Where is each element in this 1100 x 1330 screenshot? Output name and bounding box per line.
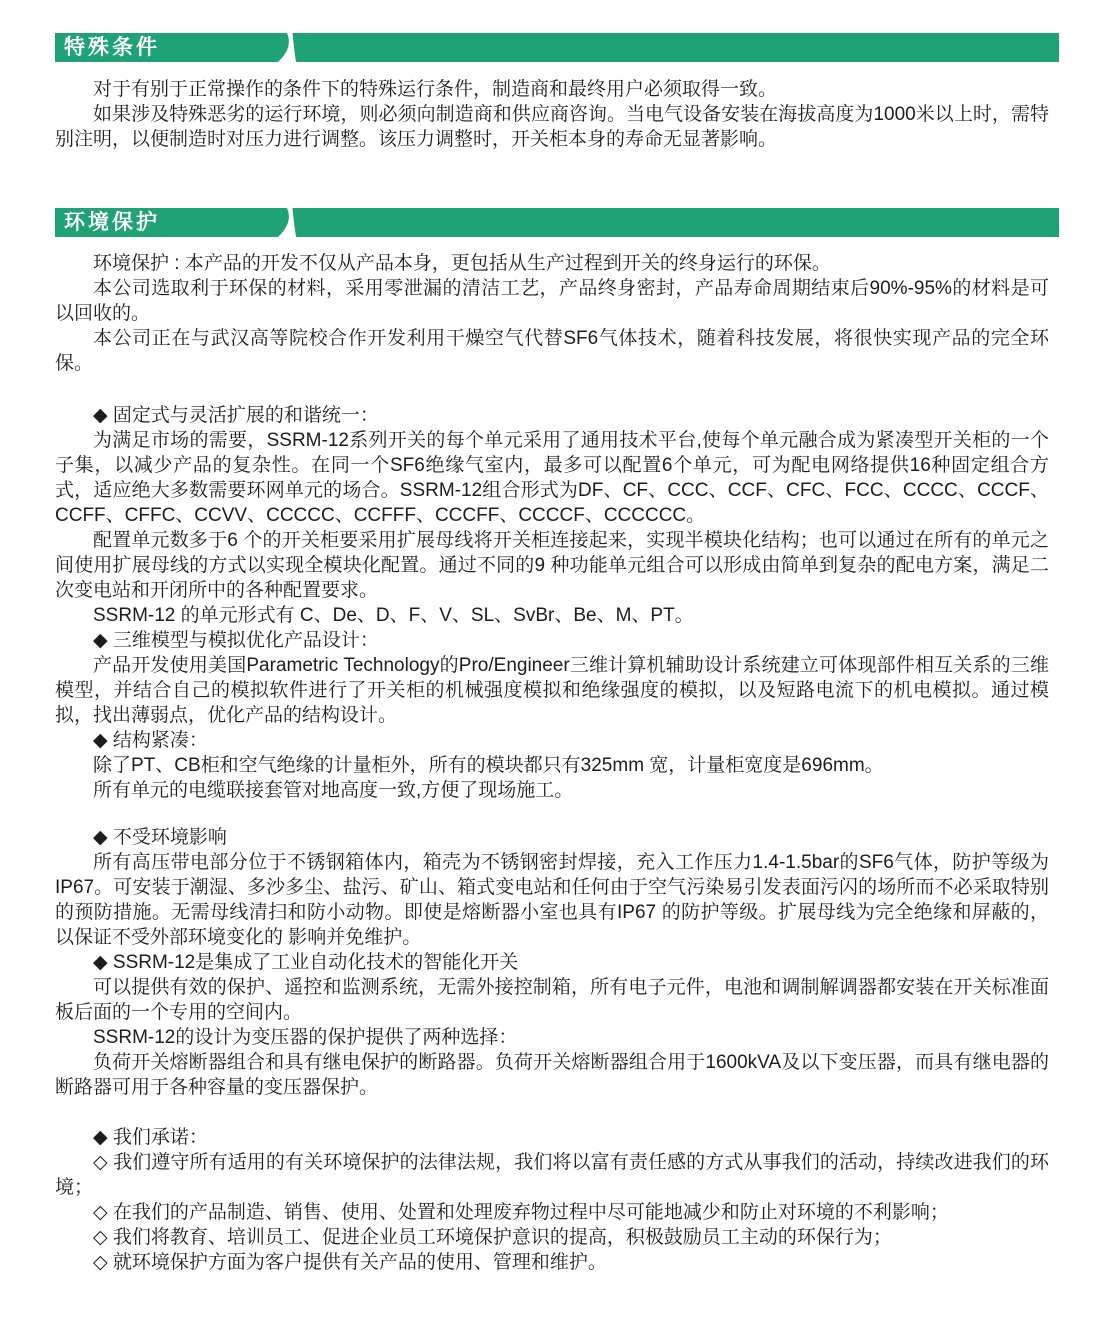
paragraph: SSRM-12的设计为变压器的保护提供了两种选择： bbox=[93, 1027, 518, 1048]
section-title-special-conditions: 特殊条件 bbox=[64, 36, 160, 59]
paragraph: 产品开发使用美国Parametric Technology的Pro/Engineer三维计算机辅助设计系统建立可体现部件相互关系的三维模型，并结合自己的模拟软件进行了开关柜的机械强度模拟和绝缘强度的模拟，以及短路电流下的机电模拟。通过模拟，找出薄弱点，优化产品的结构设计。 bbox=[55, 655, 1049, 726]
subheading-compact-structure: ◆ 结构紧凑： bbox=[93, 730, 208, 751]
paragraph: 如果涉及特殊恶劣的运行环境，则必须向制造商和供应商咨询。当电气设备安装在海拔高度为1000米以上时，需特别注明，以便制造时对压力进行调整。该压力调整时，开关柜本身的寿命无显著影响。 bbox=[55, 104, 1049, 150]
paragraph: 所有单元的电缆联接套管对地高度一致,方便了现场施工。 bbox=[93, 780, 574, 801]
subheading-intelligent-switch: ◆ SSRM-12是集成了工业自动化技术的智能化开关 bbox=[93, 952, 519, 973]
paragraph: 可以提供有效的保护、遥控和监测系统，无需外接控制箱，所有电子元件，电池和调制解调器都安装在开关标准面板后面的一个专用的空间内。 bbox=[55, 977, 1049, 1023]
paragraph: 本公司正在与武汉高等院校合作开发利用干燥空气代替SF6气体技术，随着科技发展，将很快实现产品的完全环保。 bbox=[55, 328, 1049, 374]
subheading-our-promise: ◆ 我们承诺： bbox=[93, 1127, 208, 1148]
section-title-environment-protection: 环境保护 bbox=[64, 211, 160, 234]
document-page bbox=[0, 33, 1100, 1330]
subheading-fixed-flexible: ◆ 固定式与灵活扩展的和谐统一： bbox=[93, 405, 379, 426]
paragraph: 为满足市场的需要，SSRM-12系列开关的每个单元采用了通用技术平台,使每个单元融合成为紧凑型开关柜的一个子集，以减少产品的复杂性。在同一个SF6绝缘气室内，最多可以配置6个单元，可为配电网络提供16种固定组合方式，适应绝大多数需要环网单元的场合。SSRM-12组合形式为DF、CF、CCC、CCF、CFC、FCC、CCCC、CCCF、CCFF、CFFC、CCVV、CCCCC、CCFFF、CCCFF、CCCCF、CCCCCC。 bbox=[55, 430, 1049, 526]
banner-swoosh-icon bbox=[277, 208, 317, 237]
section-header-special-conditions bbox=[55, 33, 1059, 62]
section-header-environment-protection bbox=[55, 208, 1059, 237]
paragraph: 负荷开关熔断器组合和具有继电保护的断路器。负荷开关熔断器组合用于1600kVA及以下变压器，而具有继电器的断路器可用于各种容量的变压器保护。 bbox=[55, 1052, 1049, 1098]
promise-item: ◇ 我们遵守所有适用的有关环境保护的法律法规，我们将以富有责任感的方式从事我们的活动，持续改进我们的环境； bbox=[55, 1152, 1049, 1198]
paragraph: SSRM-12 的单元形式有 C、De、D、F、V、SL、SvBr、Be、M、PT。 bbox=[93, 605, 694, 626]
section-environment-protection-body bbox=[55, 251, 1049, 1275]
promise-item: ◇ 在我们的产品制造、销售、使用、处置和处理废弃物过程中尽可能地减少和防止对环境的不利影响； bbox=[93, 1202, 949, 1223]
subheading-environment-immune: ◆ 不受环境影响 bbox=[93, 827, 227, 848]
paragraph: 本公司选取利于环保的材料，采用零泄漏的清洁工艺，产品终身密封，产品寿命周期结束后90%-95%的材料是可以回收的。 bbox=[55, 278, 1049, 324]
subheading-3d-model: ◆ 三维模型与模拟优化产品设计： bbox=[93, 630, 379, 651]
paragraph: 对于有别于正常操作的条件下的特殊运行条件，制造商和最终用户必须取得一致。 bbox=[93, 79, 778, 100]
promise-item: ◇ 就环境保护方面为客户提供有关产品的使用、管理和维护。 bbox=[93, 1252, 607, 1273]
paragraph: 环境保护 : 本产品的开发不仅从产品本身，更包括从生产过程到开关的终身运行的环保。 bbox=[93, 253, 831, 274]
banner-swoosh-icon bbox=[277, 33, 317, 62]
section-special-conditions-body bbox=[55, 77, 1049, 152]
paragraph: 除了PT、CB柜和空气绝缘的计量柜外，所有的模块都只有325mm 宽，计量柜宽度是696mm。 bbox=[93, 755, 884, 776]
promise-item: ◇ 我们将教育、培训员工、促进企业员工环境保护意识的提高，积极鼓励员工主动的环保行为； bbox=[93, 1227, 892, 1248]
paragraph: 所有高压带电部分位于不锈钢箱体内，箱壳为不锈钢密封焊接，充入工作压力1.4-1.5bar的SF6气体，防护等级为IP67。可安装于潮湿、多沙多尘、盐污、矿山、箱式变电站和任何由于空气污染易引发表面污闪的场所而不必采取特别的预防措施。无需母线清扫和防小动物。即使是熔断器小室也具有IP67 的防护等级。扩展母线为完全绝缘和屏蔽的，以保证不受外部环境变化的 影响并免维护。 bbox=[55, 852, 1049, 948]
paragraph: 配置单元数多于6 个的开关柜要采用扩展母线将开关柜连接起来，实现半模块化结构；也可以通过在所有的单元之间使用扩展母线的方式以实现全模块化配置。通过不同的9 种功能单元组合可以形成由简单到复杂的配电方案，满足二次变电站和开闭所中的各种配置要求。 bbox=[55, 530, 1049, 601]
